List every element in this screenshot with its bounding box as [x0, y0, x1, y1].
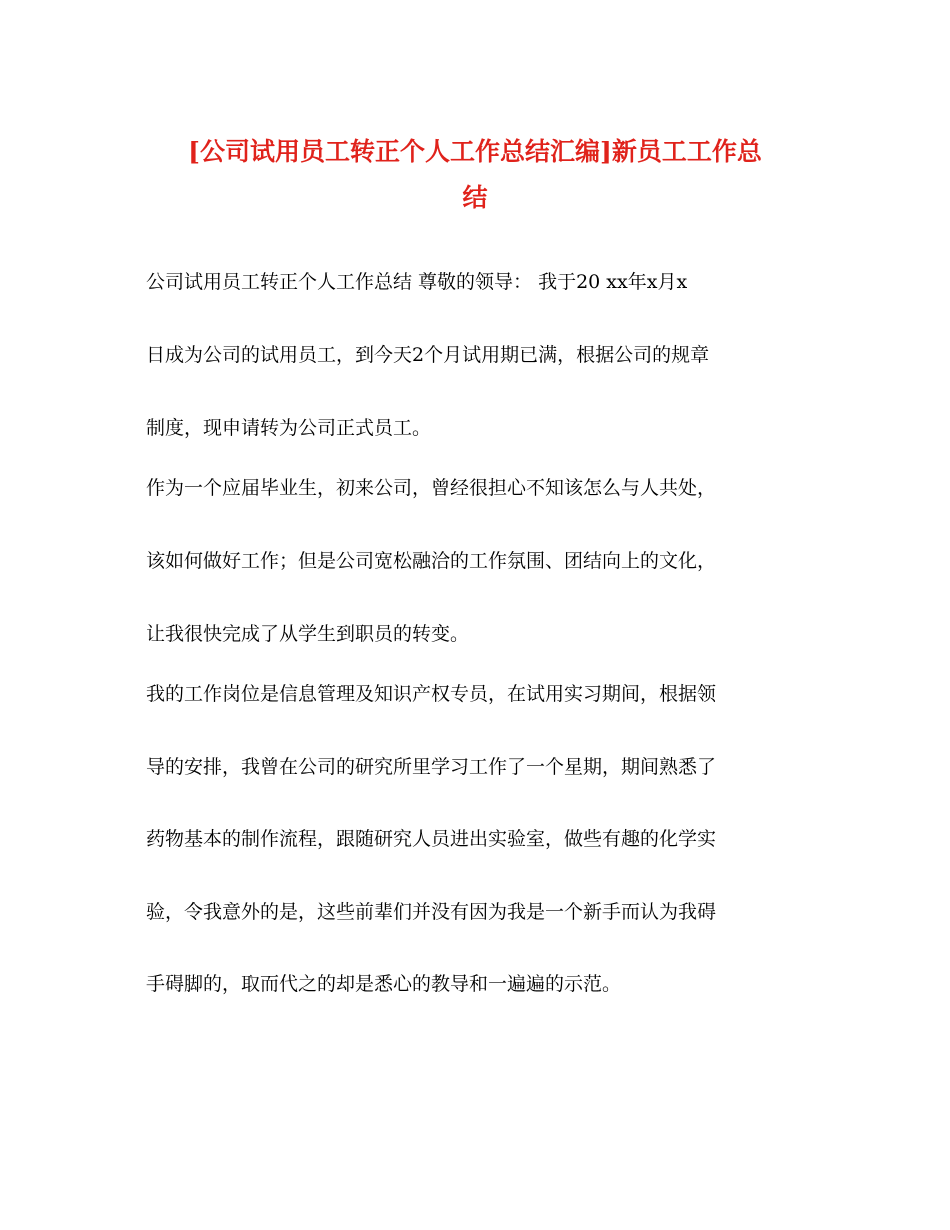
- body-line-8: 导的安排，我曾在公司的研究所里学习工作了一个星期，期间熟悉了: [146, 756, 717, 778]
- document-title-line-1: [公司试用员工转正个人工作总结汇编]新员工工作总: [188, 137, 762, 166]
- body-line-9: 药物基本的制作流程，跟随研究人员进出实验室，做些有趣的化学实: [146, 828, 717, 850]
- body-line-6: 让我很快完成了从学生到职员的转变。: [146, 623, 470, 645]
- body-line-5: 该如何做好工作；但是公司宽松融洽的工作氛围、团结向上的文化，: [146, 550, 717, 572]
- body-line-3: 制度，现申请转为公司正式员工。: [146, 417, 432, 439]
- body-line-1: 公司试用员工转正个人工作总结 尊敬的领导： 我于20 xx年x月x: [146, 271, 688, 293]
- body-line-4: 作为一个应届毕业生，初来公司，曾经很担心不知该怎么与人共处，: [146, 477, 717, 499]
- body-line-10: 验，令我意外的是，这些前辈们并没有因为我是一个新手而认为我碍: [146, 901, 717, 923]
- body-line-2: 日成为公司的试用员工，到今天2个月试用期已满，根据公司的规章: [146, 344, 710, 366]
- body-line-7: 我的工作岗位是信息管理及知识产权专员，在试用实习期间，根据领: [146, 683, 717, 705]
- document-title-line-2: 结: [462, 183, 488, 212]
- body-line-11: 手碍脚的，取而代之的却是悉心的教导和一遍遍的示范。: [146, 973, 622, 995]
